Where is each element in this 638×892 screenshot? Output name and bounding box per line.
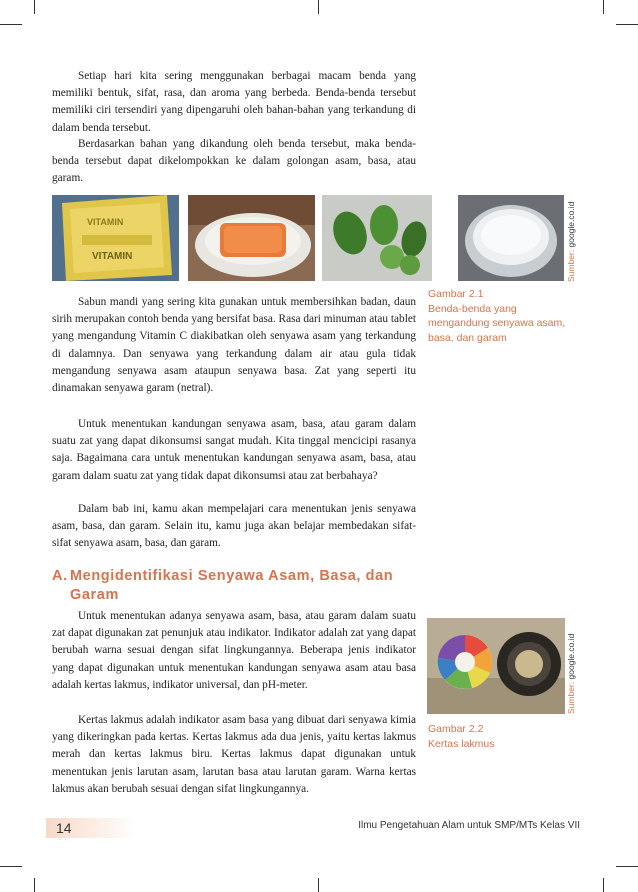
paragraph-intro-2: Berdasarkan bahan yang dikandung oleh benda tersebut, maka benda-benda tersebut dapat dikelompokkan ke dalam golongan asam, basa, atau garam.	[52, 138, 416, 185]
vitamin-packet-image	[52, 195, 179, 281]
section-title-line1: Mengidentifikasi Senyawa Asam, Basa, dan	[70, 568, 394, 584]
paragraph-body-3: Dalam bab ini, kamu akan mempelajari cara menentukan jenis senyawa asam, basa, dan garam. Selain itu, kamu juga akan belajar membedakan sifat-sifat senyawa asam, basa, dan garam.	[52, 503, 416, 550]
figure1-source-value: google.co.id	[566, 201, 576, 248]
figure2-source	[566, 634, 576, 714]
crop-mark-tl-v	[34, 0, 35, 14]
packet-label-bottom: VITAMIN	[92, 251, 133, 262]
paragraph-body-2: Untuk menentukan kandungan senyawa asam, basa, atau garam dalam suatu zat yang dapat dikonsumsi sangat mudah. Kita tinggal mencicipi rasanya saja. Bagaimana cara untuk menentukan kandungan senyawa asam, basa, atau garam dalam suatu zat yang tidak dapat dikonsumsi atau zat berbahaya?	[52, 418, 416, 482]
soap-photo	[188, 195, 315, 281]
litmus-paper-image	[427, 618, 565, 714]
figure2-caption-text: Kertas lakmus	[428, 737, 495, 750]
betel-leaf-image	[322, 195, 432, 281]
paragraph-indicator: Untuk menentukan adanya senyawa asam, basa, atau garam dalam suatu zat dapat digunakan zat penunjuk atau indikator. Indikator adalah zat yang dapat berubah warna sesuai dengan sifat lingkungannya. Beberapa jenis indikator yang dapat digunakan untuk menentukan kandungan senyawa asam atau basa adalah kertas lakmus, indikator universal, dan pH-meter.	[52, 610, 416, 691]
paragraph-body-1: Sabun mandi yang sering kita gunakan untuk membersihkan badan, daun sirih merupakan contoh benda yang bersifat basa. Rasa dari minuman atau tablet yang mengandung Vitamin C diakibatkan oleh senyawa asam yang terkandung di dalamnya. Dan senyawa yang terkandung dalam air atau gula tidak mengandung senyawa asam ataupun senyawa basa. Zat yang seperti itu dinamakan senyawa garam (netral).	[52, 296, 416, 395]
section-title-line2: Garam	[70, 587, 119, 603]
crop-mark-mid-top	[318, 0, 319, 14]
crop-mark-br-v	[603, 878, 604, 892]
crop-mark-bl-h	[0, 866, 22, 867]
packet-label-top: VITAMIN	[87, 217, 124, 227]
figure1-caption	[428, 287, 578, 345]
soap-image	[188, 195, 315, 281]
vitamin-packet-photo	[52, 195, 179, 281]
crop-mark-br-h	[616, 866, 638, 867]
figure2-caption-title: Gambar 2.2	[428, 723, 484, 735]
page-number: 14	[56, 820, 72, 836]
crop-mark-bl-v	[34, 878, 35, 892]
crop-mark-tr-h	[616, 24, 638, 25]
crop-mark-tl-h	[0, 24, 22, 25]
section-heading	[52, 567, 422, 605]
book-title-footer: Ilmu Pengetahuan Alam untuk SMP/MTs Kelas VII	[358, 820, 580, 831]
figure1-source	[566, 202, 576, 282]
figure1-source-label: Sumber:	[566, 249, 576, 282]
litmus-paper-photo	[427, 618, 565, 714]
figure2-source-value: google.co.id	[566, 633, 576, 680]
figure1-caption-title: Gambar 2.1	[428, 288, 484, 300]
salt-image	[458, 195, 564, 281]
salt-photo	[458, 195, 564, 281]
figure1-caption-text: Benda-benda yang mengandung senyawa asam, basa, dan garam	[428, 302, 566, 344]
section-label: A.	[52, 568, 68, 584]
paragraph-litmus: Kertas lakmus adalah indikator asam basa yang dibuat dari senyawa kimia yang dikeringkan pada kertas. Kertas lakmus ada dua jenis, yaitu kertas lakmus merah dan kertas lakmus biru. Kertas lakmus dapat digunakan untuk menentukan jenis larutan asam, larutan basa atau larutan garam. Warna kertas lakmus akan berubah sesuai dengan sifat lingkungannya.	[52, 714, 416, 795]
figure2-caption	[428, 722, 578, 751]
crop-mark-tr-v	[603, 0, 604, 14]
crop-mark-mid-bottom	[318, 878, 319, 892]
paragraph-intro-1: Setiap hari kita sering menggunakan berbagai macam benda yang memiliki bentuk, sifat, rasa, dan aroma yang berbeda. Benda-benda tersebut memiliki ciri tersendiri yang dipengaruhi oleh bahan-bahan yang terkandung di dalam benda tersebut.	[52, 70, 416, 134]
figure2-source-label: Sumber:	[566, 681, 576, 714]
betel-leaf-photo	[322, 195, 432, 281]
